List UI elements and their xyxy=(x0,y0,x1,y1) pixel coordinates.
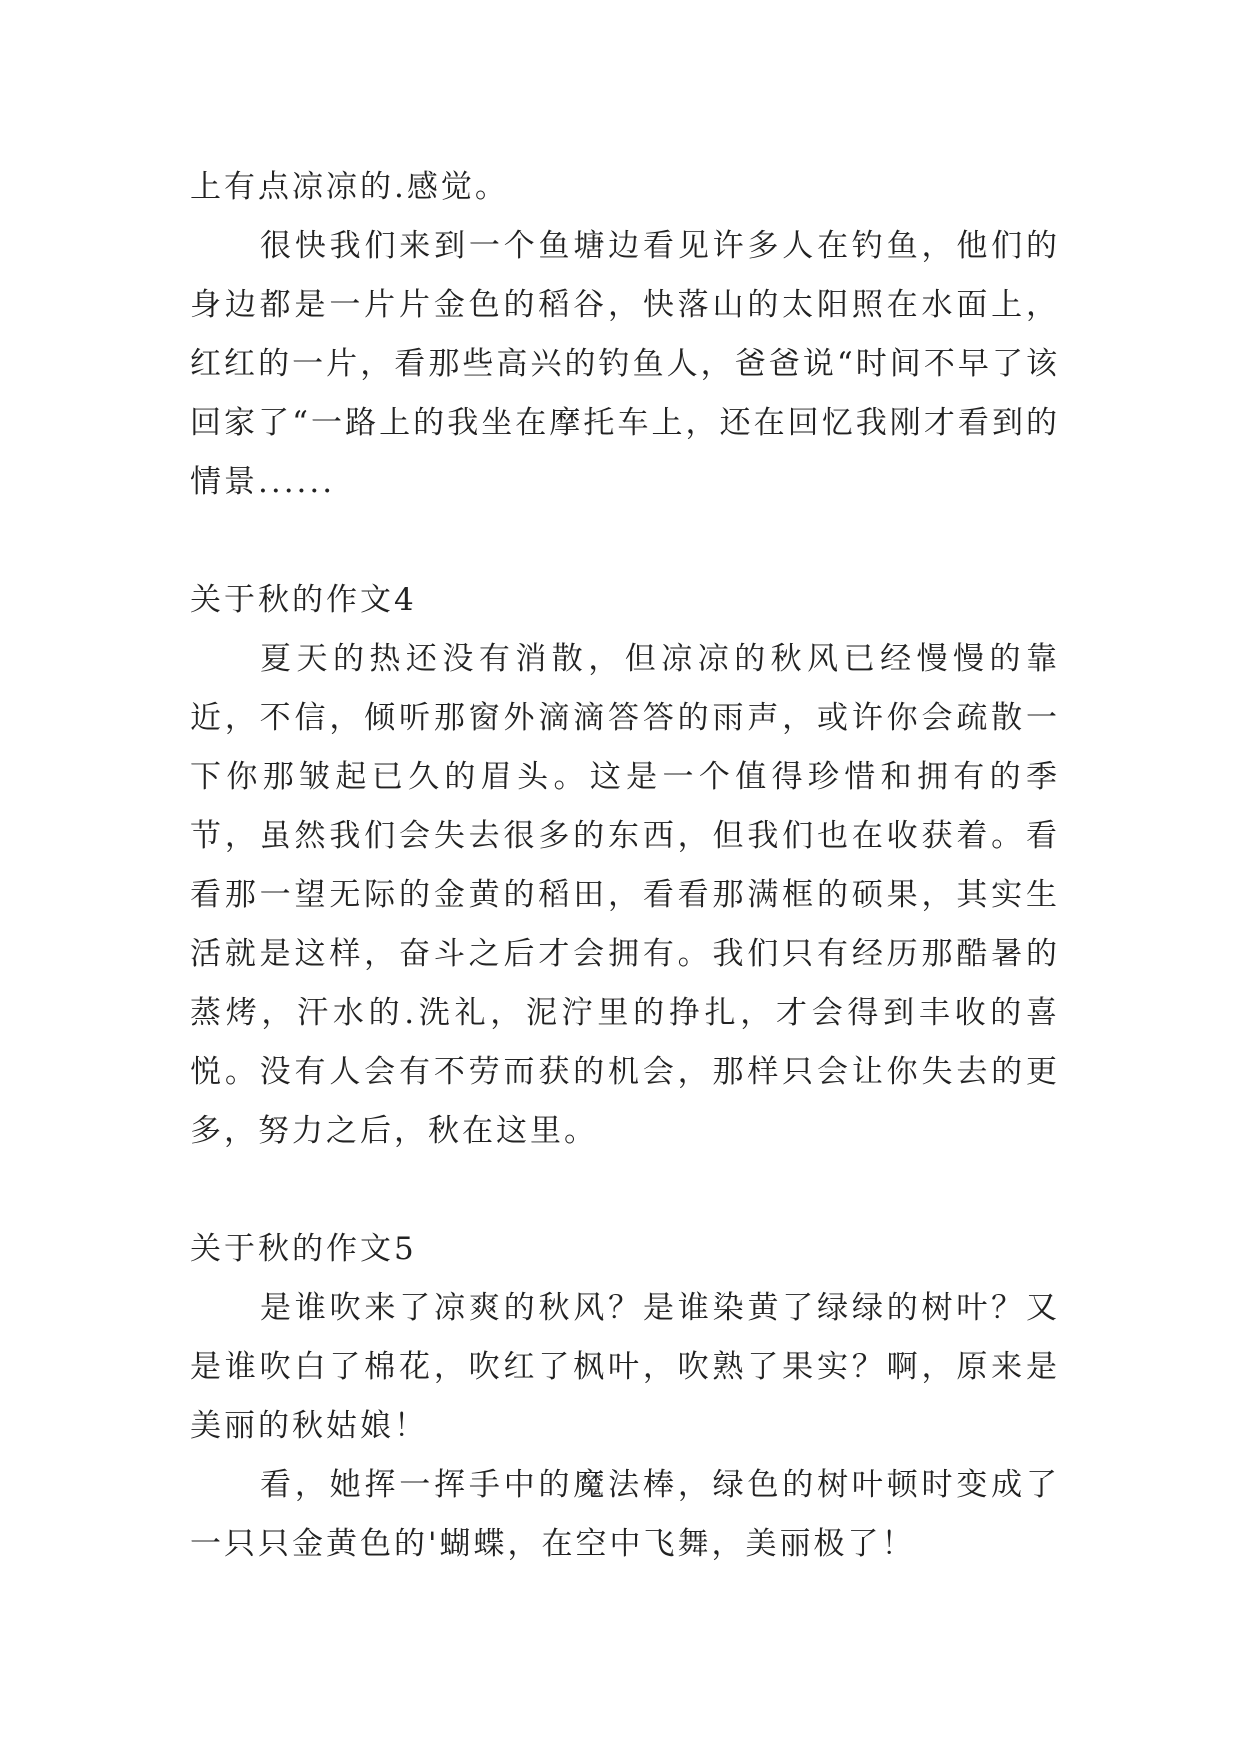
document-body xyxy=(190,158,1060,1574)
paragraph-continued: 上有点凉凉的.感觉。 xyxy=(190,169,509,205)
essay-5-paragraph-2: 看，她挥一挥手中的魔法棒，绿色的树叶顿时变成了一只只金黄色的'蝴蝶，在空中飞舞，美丽极了！ xyxy=(190,1467,1060,1562)
essay-5-paragraph-1: 是谁吹来了凉爽的秋风？是谁染黄了绿绿的树叶？又是谁吹白了棉花，吹红了枫叶，吹熟了果实？啊，原来是美丽的秋姑娘！ xyxy=(190,1290,1060,1444)
essay-4-body: 夏天的热还没有消散，但凉凉的秋风已经慢慢的靠近，不信，倾听那窗外滴滴答答的雨声，或许你会疏散一下你那皱起已久的眉头。这是一个值得珍惜和拥有的季节，虽然我们会失去很多的东西，但我们也在收获着。看看那一望无际的金黄的稻田，看看那满框的硕果，其实生活就是这样，奋斗之后才会拥有。我们只有经历那酷暑的蒸烤，汗水的.洗礼，泥泞里的挣扎，才会得到丰收的喜悦。没有人会有不劳而获的机会，那样只会让你失去的更多，努力之后，秋在这里。 xyxy=(190,641,1060,1149)
essay-4-title: 关于秋的作文4 xyxy=(190,582,417,618)
essay-5-title: 关于秋的作文5 xyxy=(190,1231,417,1267)
paragraph-fish-pond: 很快我们来到一个鱼塘边看见许多人在钓鱼，他们的身边都是一片片金色的稻谷，快落山的太阳照在水面上，红红的一片，看那些高兴的钓鱼人，爸爸说“时间不早了该回家了“一路上的我坐在摩托车上，还在回忆我刚才看到的情景...... xyxy=(190,228,1060,500)
